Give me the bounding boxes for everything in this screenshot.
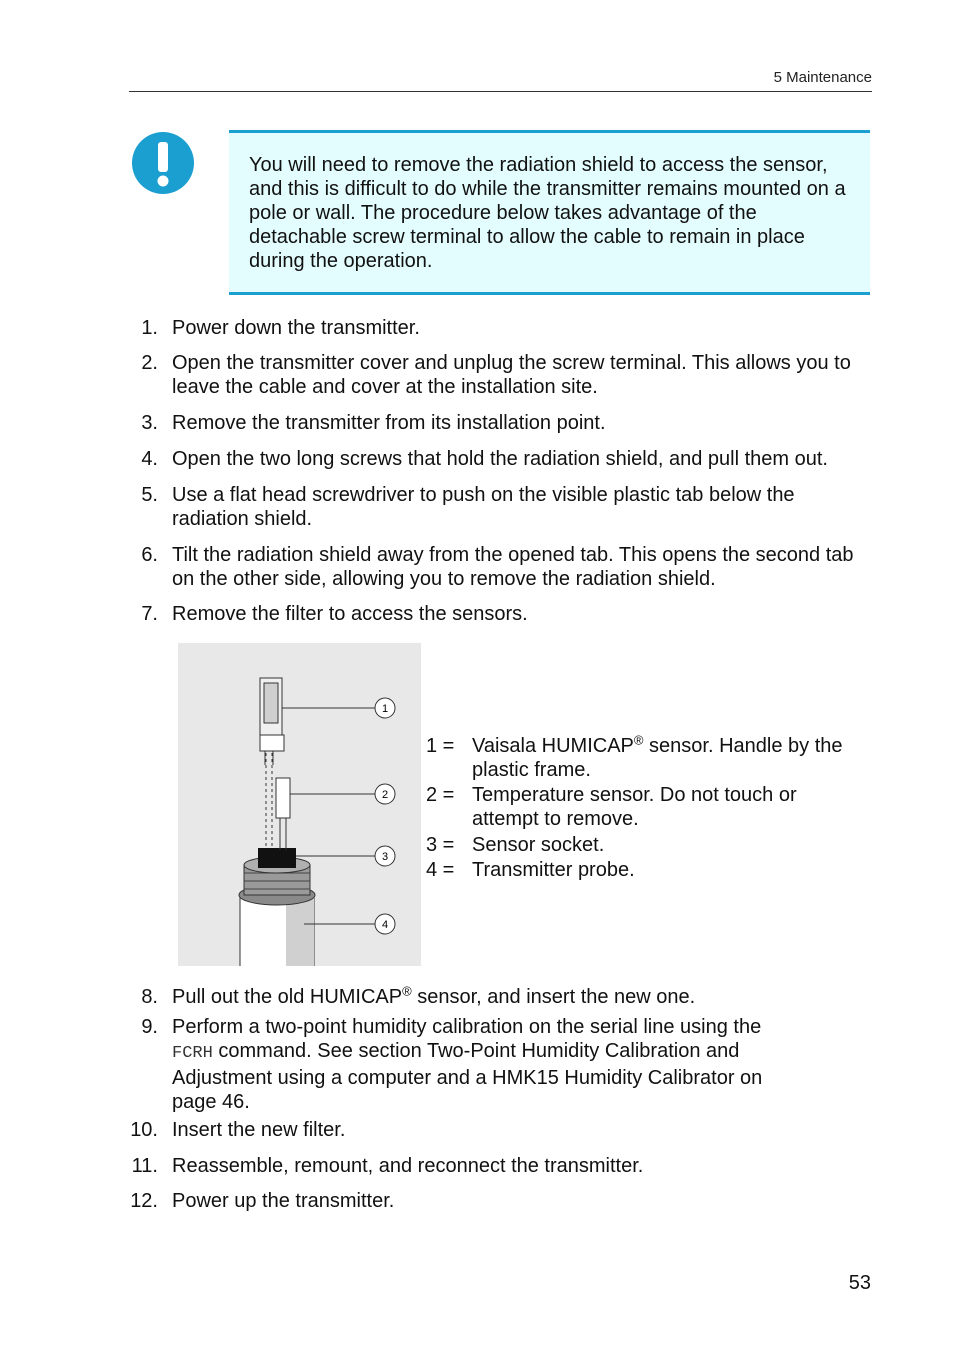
exclamation-icon [131, 131, 195, 195]
step-text: Insert the new filter. [172, 1119, 346, 1141]
step-number: 3. [141, 412, 158, 434]
legend-text: Sensor socket. [472, 834, 605, 856]
header-section-title: 5 Maintenance [773, 69, 872, 86]
step-number: 8. [141, 986, 158, 1008]
step-number: 1. [141, 317, 158, 339]
step-text: Power down the transmitter. [172, 317, 420, 339]
step-text: Perform a two-point humidity calibration on the serial line using the FCRH command. See section Two-Point Humidity Calibration and Adjustment using a computer and a HMK15 Humidity Calibrator on page 46. [172, 1016, 763, 1113]
step-number: 4. [141, 448, 158, 470]
page-number: 53 [848, 1272, 871, 1294]
legend-number: 2 = [426, 784, 455, 806]
svg-text:1: 1 [381, 703, 389, 715]
step-text: Tilt the radiation shield away from the opened tab. This opens the second tab on the other side, allowing you to remove the radiation shield. [172, 544, 854, 590]
step-text: Remove the transmitter from its installation point. [172, 412, 606, 434]
step-number: 6. [141, 544, 158, 566]
legend-number: 1 = [426, 735, 455, 757]
svg-text:3: 3 [381, 851, 389, 863]
legend-number: 3 = [426, 834, 455, 856]
step-text: Pull out the old HUMICAP® sensor, and insert the new one. [172, 983, 696, 1008]
legend-text: Temperature sensor. Do not touch or attempt to remove. [472, 784, 797, 830]
step-text: Power up the transmitter. [172, 1190, 395, 1212]
step-text: Open the two long screws that hold the radiation shield, and pull them out. [172, 448, 828, 470]
step-text: Remove the filter to access the sensors. [172, 603, 528, 625]
command-code: FCRH [172, 1044, 213, 1063]
step-number: 5. [141, 484, 158, 506]
step-number: 11. [131, 1155, 158, 1177]
svg-text:2: 2 [381, 789, 389, 801]
legend-text: Transmitter probe. [472, 859, 635, 881]
notice-text: You will need to remove the radiation shield to access the sensor, and this is difficult to do while the transmitter remains mounted on a pole or wall. The procedure below takes advantage of the detachable screw terminal to allow the cable to remain in place during the operation. [249, 154, 846, 272]
callout-3 [375, 846, 395, 866]
step-number: 7. [141, 603, 158, 625]
legend-text: Vaisala HUMICAP® sensor. Handle by the plastic frame. [472, 732, 843, 781]
step-number: 2. [141, 352, 158, 374]
header-rule [129, 91, 872, 92]
step-text: Reassemble, remount, and reconnect the transmitter. [172, 1155, 644, 1177]
callout-2 [375, 784, 395, 804]
step-number: 9. [141, 1016, 158, 1038]
svg-text:4: 4 [381, 919, 389, 931]
step-number: 12. [130, 1190, 158, 1212]
sensor-figure [178, 643, 421, 966]
step-text: Open the transmitter cover and unplug the screw terminal. This allows you to leave the cable and cover at the installation site. [172, 352, 851, 398]
step-number: 10. [130, 1119, 158, 1141]
callout-1 [375, 698, 395, 718]
notice-box [229, 130, 870, 295]
callout-4 [375, 914, 395, 934]
step-text: Use a flat head screwdriver to push on the visible plastic tab below the radiation shield. [172, 484, 795, 530]
legend-number: 4 = [426, 859, 455, 881]
sensor-illustration [178, 643, 421, 966]
